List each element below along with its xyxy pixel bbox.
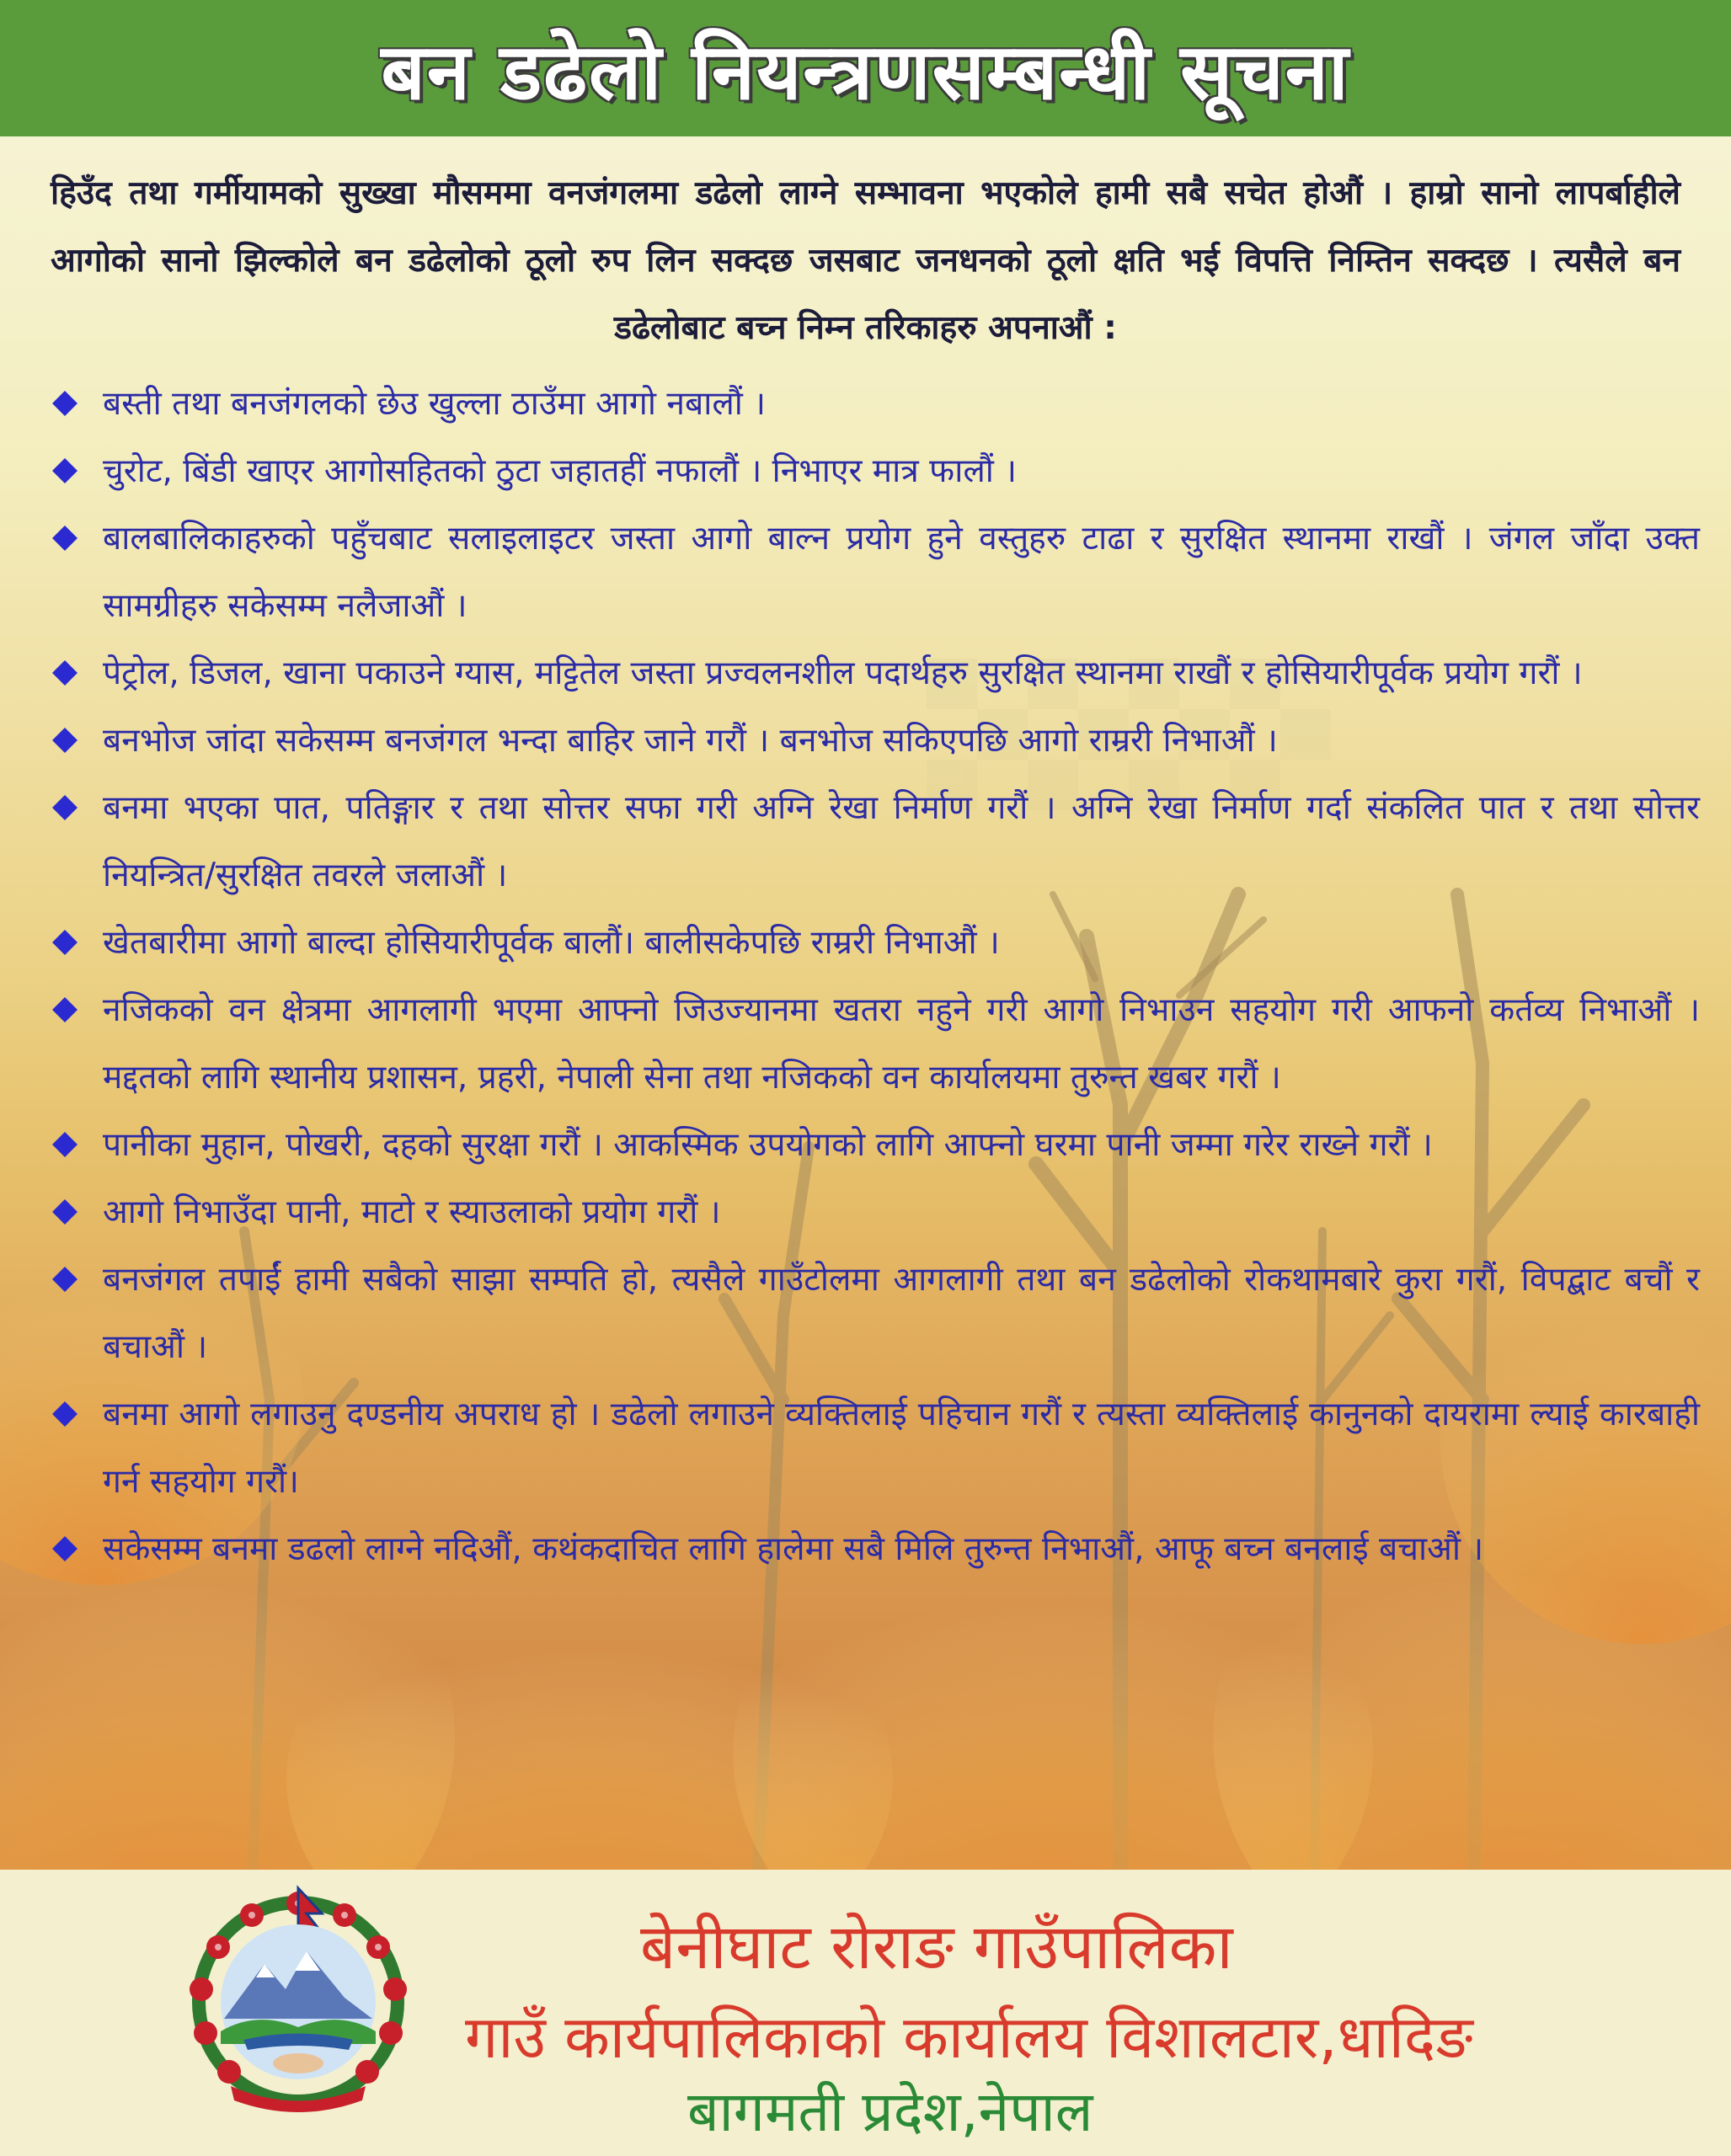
list-item <box>49 505 1700 640</box>
list-item-text: बस्ती तथा बनजंगलको छेउ खुल्ला ठाउँमा आगो नबालौं । <box>103 385 767 423</box>
list-item <box>49 977 1700 1112</box>
list-item <box>49 707 1700 775</box>
blue-diamond-icon <box>52 1199 77 1225</box>
list-item-text: बनमा भएका पात, पतिङ्गार र तथा सोत्तर सफा गरी अग्नि रेखा निर्माण गरौं । अग्नि रेखा निर्माण गर्दा संकलित पात र तथा सोत्तर नियन्त्रित/सुरक्षित तवरले जलाऔं । <box>103 789 1700 894</box>
blue-diamond-icon <box>52 1536 77 1561</box>
notice-intro-paragraph: हिउँद तथा गर्मीयामको सुख्खा मौसममा वनजंगलमा डढेलो लाग्ने सम्भावना भएकोले हामी सबै सचेत होऔं । हाम्रो सानो लापर्बाहीले आगोको सानो झिल्कोले बन डढेलोको ठूलो रुप लिन सक्दछ जसबाट जनधनको ठूलो क्षति भई विपत्ति निम्तिन सक्दछ । त्यसैले बन डढेलोबाट बच्न निम्न तरिकाहरु अपनाऔं : <box>51 174 1680 347</box>
list-item <box>49 1179 1700 1246</box>
nepal-government-emblem-icon <box>172 1871 425 2124</box>
blue-diamond-icon <box>52 795 77 820</box>
blue-diamond-icon <box>52 660 77 686</box>
list-item <box>49 1246 1700 1381</box>
list-item <box>49 438 1700 505</box>
list-item <box>49 1516 1700 1583</box>
municipality-name: बेनीघाट रोराङ गाउँपालिका <box>640 1911 1233 1983</box>
list-item-text: पेट्रोल, डिजल, खाना पकाउने ग्यास, मट्टितेल जस्ता प्रज्वलनशील पदार्थहरु सुरक्षित स्थानमा राखौं र होसियारीपूर्वक प्रयोग गरौं । <box>103 654 1583 692</box>
list-item-text: खेतबारीमा आगो बाल्दा होसियारीपूर्वक बालौं। बालीसकेपछि राम्ररी निभाऔं । <box>103 924 1000 962</box>
blue-diamond-icon <box>52 728 77 753</box>
precaution-list <box>49 371 1700 1583</box>
list-item-text: आगो निभाउँदा पानी, माटो र स्याउलाको प्रयोग गरौं । <box>103 1193 721 1231</box>
list-item <box>49 775 1700 910</box>
list-item-text: नजिकको वन क्षेत्रमा आगलागी भएमा आफ्नो जिउज्यानमा खतरा नहुने गरी आगो निभाउन सहयोग गरी आफनो कर्तव्य निभाऔं । मद्दतको लागि स्थानीय प्रशासन, प्रहरी, नेपाली सेना तथा नजिकको वन कार्यालयमा तुरुन्त खबर गरौं । <box>103 991 1700 1097</box>
list-item-text: बनभोज जांदा सकेसम्म बनजंगल भन्दा बाहिर जाने गरौं । बनभोज सकिएपछि आगो राम्ररी निभाऔं । <box>103 722 1278 760</box>
list-item <box>49 1381 1700 1516</box>
office-name: गाउँ कार्यपालिकाको कार्यालय विशालटार,धादिङ <box>465 2003 1473 2072</box>
list-item-text: सकेसम्म बनमा डढलो लाग्ने नदिऔं, कथंकदाचित लागि हालेमा सबै मिलि तुरुन्त निभाऔं, आफू बच्न बनलाई बचाऔं । <box>103 1530 1484 1568</box>
blue-diamond-icon <box>52 1401 77 1427</box>
province-name: बागमती प्रदेश,नेपाल <box>687 2079 1093 2144</box>
list-item-text: बालबालिकाहरुको पहुँचबाट सलाइलाइटर जस्ता आगो बाल्न प्रयोग हुने वस्तुहरु टाढा र सुरक्षित स्थानमा राखौं । जंगल जाँदा उक्त सामग्रीहरु सकेसम्म नलैजाऔं । <box>103 520 1700 625</box>
notice-title: बन डढेलो नियन्त्रणसम्बन्धी सूचना <box>381 26 1350 117</box>
notice-header-bar <box>0 0 1731 136</box>
blue-diamond-icon <box>52 997 77 1022</box>
notice-body <box>0 136 1731 1870</box>
list-item <box>49 640 1700 707</box>
list-item-text: बनजंगल तपाईं हामी सबैको साझा सम्पति हो, त्यसैले गाउँटोलमा आगलागी तथा बन डढेलोको रोकथामबारे कुरा गरौं, विपद्बाट बचौं र बचाऔं । <box>103 1261 1700 1366</box>
blue-diamond-icon <box>52 1132 77 1157</box>
blue-diamond-icon <box>52 526 77 551</box>
blue-diamond-icon <box>52 1267 77 1292</box>
list-item <box>49 1112 1700 1179</box>
list-item <box>49 910 1700 977</box>
blue-diamond-icon <box>52 458 77 483</box>
list-item <box>49 371 1700 438</box>
list-item-text: चुरोट, बिंडी खाएर आगोसहितको ठुटा जहातहीं नफालौं । निभाएर मात्र फालौं । <box>103 452 1018 490</box>
list-item-text: पानीका मुहान, पोखरी, दहको सुरक्षा गरौं । आकस्मिक उपयोगको लागि आफ्नो घरमा पानी जम्मा गरेर राख्ने गरौं । <box>103 1126 1433 1164</box>
blue-diamond-icon <box>52 930 77 955</box>
blue-diamond-icon <box>52 391 77 416</box>
list-item-text: बनमा आगो लगाउनु दण्डनीय अपराध हो । डढेलो लगाउने व्यक्तिलाई पहिचान गरौं र त्यस्ता व्यक्तिलाई कानुनको दायरामा ल्याई कारबाही गर्न सहयोग गरौं। <box>103 1396 1700 1501</box>
